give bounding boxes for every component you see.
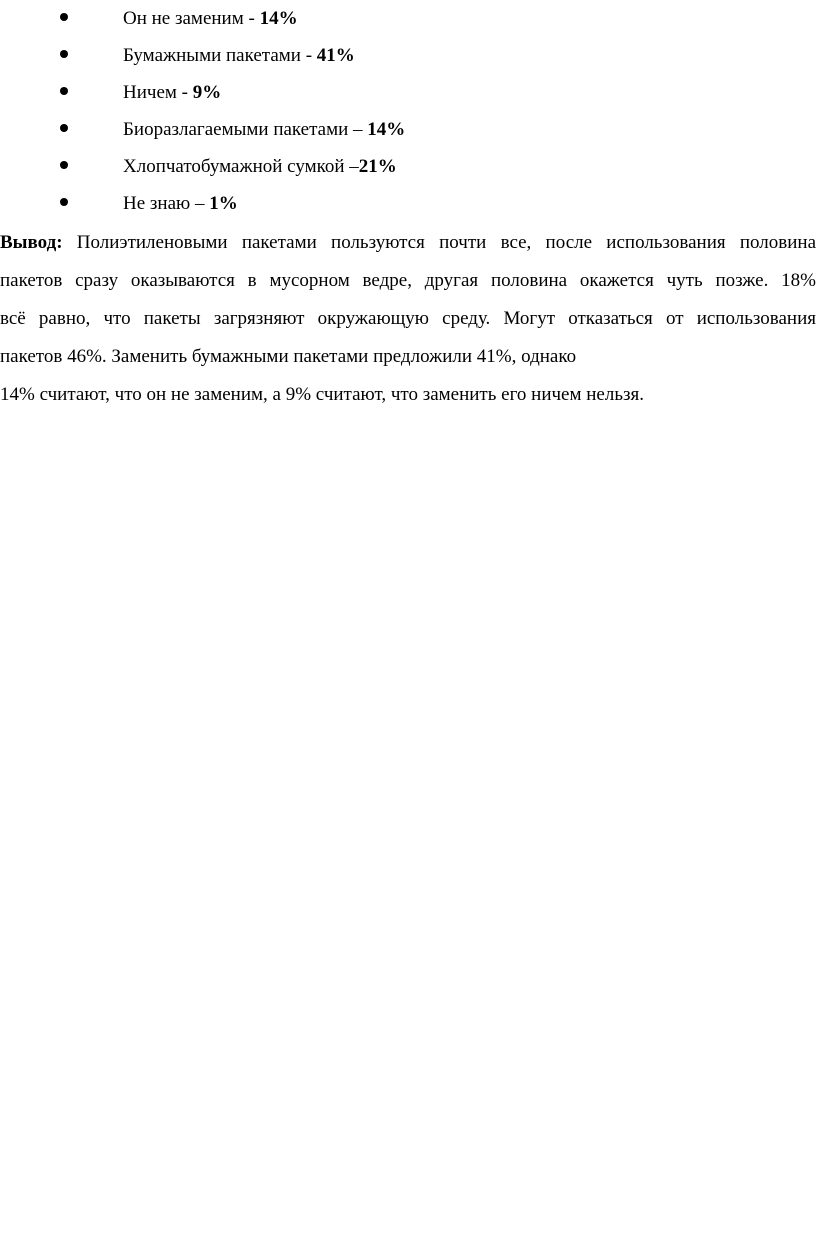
answer-percent: 9% bbox=[192, 82, 222, 103]
list-item-text bbox=[123, 148, 397, 185]
answer-label: Биоразлагаемыми пакетами – bbox=[123, 119, 368, 140]
list-item bbox=[0, 185, 816, 222]
answer-label: Он не заменим - bbox=[123, 8, 260, 29]
list-item-text bbox=[123, 0, 298, 37]
list-item bbox=[0, 74, 816, 111]
bullet-icon bbox=[60, 13, 68, 21]
list-item-text bbox=[123, 185, 238, 222]
answer-label: Не знаю – bbox=[123, 193, 210, 214]
conclusion-line: 14% считают, что он не заменим, а 9% считают, что заменить его ничем нельзя. bbox=[0, 384, 644, 405]
list-item bbox=[0, 37, 816, 74]
list-item-text bbox=[123, 111, 405, 148]
conclusion-line bbox=[0, 224, 816, 262]
answer-percent: 14% bbox=[259, 8, 298, 29]
conclusion-line: пакетов 46%. Заменить бумажными пакетами предложили 41%, однако bbox=[0, 346, 577, 367]
conclusion-line: пакетов сразу оказываются в мусорном ведре, другая половина окажется чуть позже. 18% bbox=[0, 270, 816, 291]
conclusion-label: Вывод: bbox=[0, 232, 63, 253]
answer-label: Хлопчатобумажной сумкой – bbox=[123, 156, 359, 177]
answer-label: Бумажными пакетами - bbox=[123, 45, 317, 66]
bullet-icon bbox=[60, 198, 68, 206]
survey-results-list bbox=[0, 0, 816, 222]
list-item-text bbox=[123, 74, 221, 111]
bullet-icon bbox=[60, 161, 68, 169]
answer-percent: 1% bbox=[209, 193, 238, 214]
answer-percent: 21% bbox=[358, 156, 397, 177]
conclusion-line: всё равно, что пакеты загрязняют окружающую среду. Могут отказаться от использования bbox=[0, 308, 816, 329]
list-item bbox=[0, 111, 816, 148]
list-item-text bbox=[123, 37, 355, 74]
bullet-icon bbox=[60, 50, 68, 58]
conclusion-text: Полиэтиленовыми пакетами пользуются почти все, после использования половина bbox=[62, 232, 816, 253]
bullet-icon bbox=[60, 87, 68, 95]
list-item bbox=[0, 0, 816, 37]
answer-label: Ничем - bbox=[123, 82, 193, 103]
conclusion-paragraph bbox=[0, 224, 816, 414]
bullet-icon bbox=[60, 124, 68, 132]
list-item bbox=[0, 148, 816, 185]
answer-percent: 41% bbox=[316, 45, 355, 66]
answer-percent: 14% bbox=[367, 119, 406, 140]
